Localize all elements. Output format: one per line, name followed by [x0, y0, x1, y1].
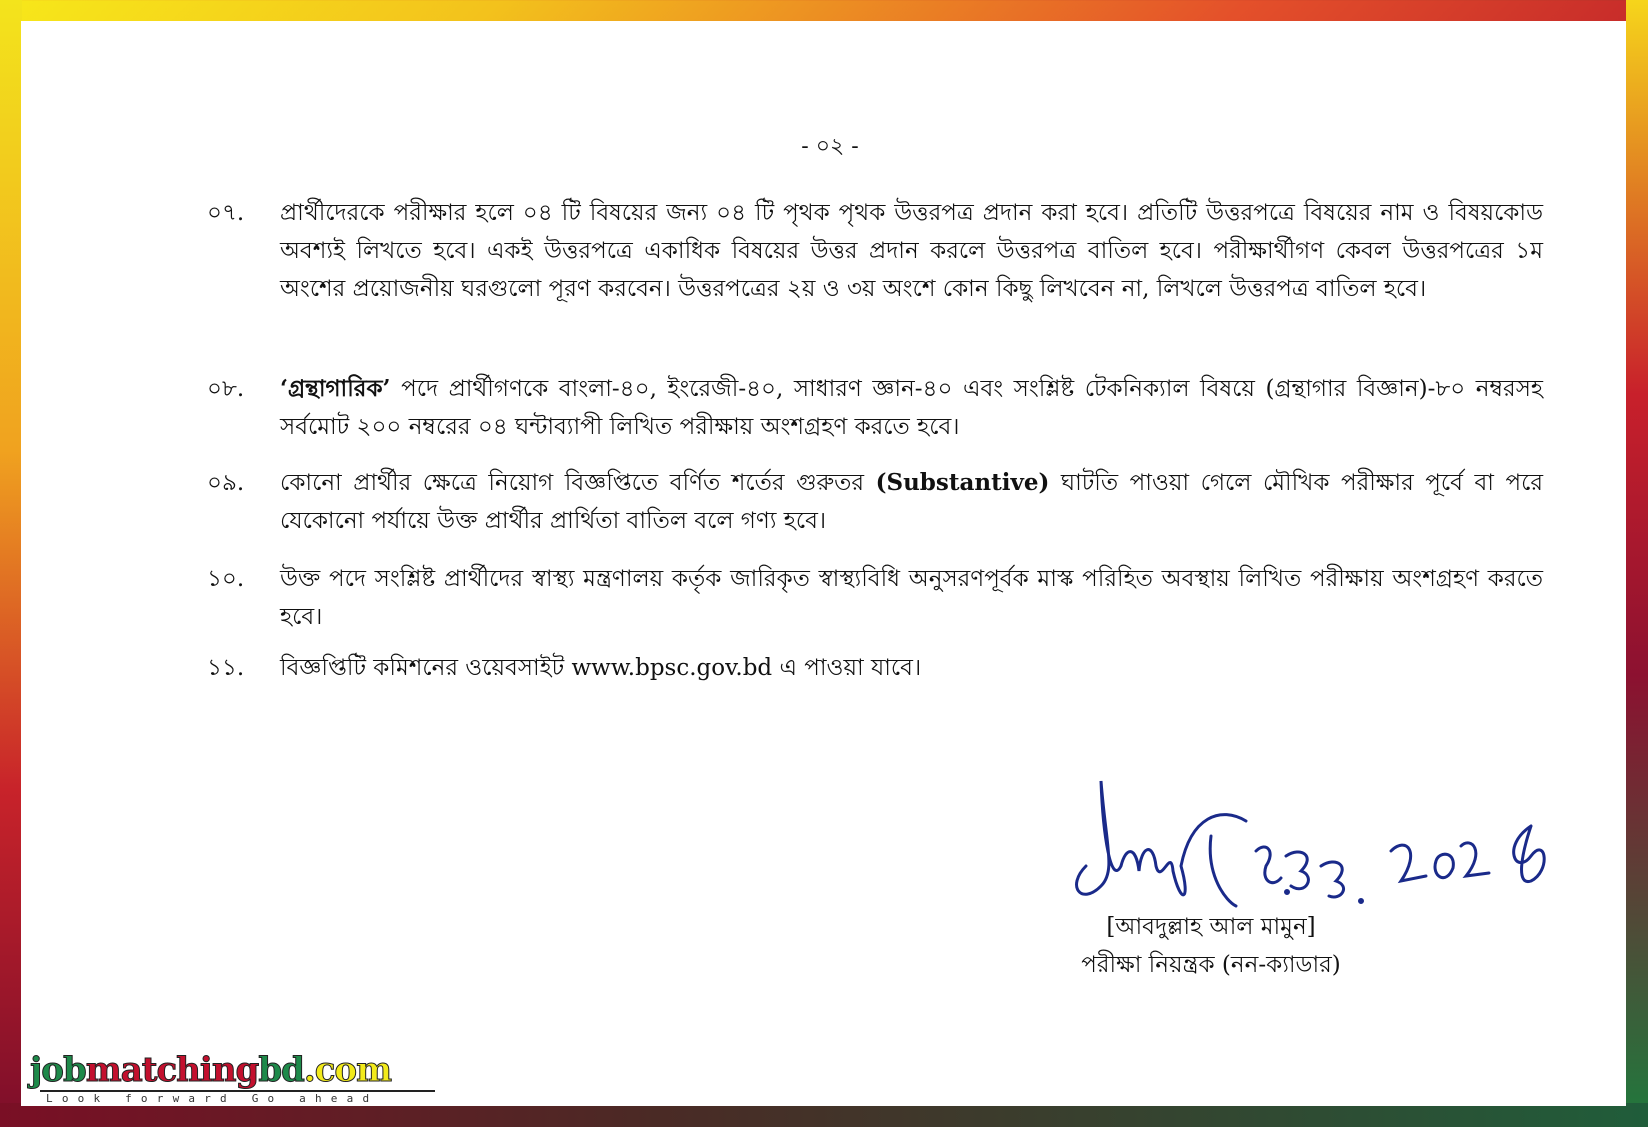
watermark-logo [30, 1050, 450, 1106]
signatory-name: [আবদুল্লাহ আল মামুন] [1106, 914, 1316, 940]
item-text: বিজ্ঞপ্তিটি কমিশনের ওয়েবসাইট www.bpsc.gov.bd এ পাওয়া যাবে। [280, 655, 922, 681]
item-number: ০৮. [207, 376, 245, 402]
logo-part: job [30, 1050, 86, 1090]
item-text: প্রার্থীদেরকে পরীক্ষার হলে ০৪ টি বিষয়ের জন্য ০৪ টি পৃথক পৃথক উত্তরপত্র প্রদান করা হবে। প্রতিটি উত্তরপত্রে বিষয়ের নাম ও বিষয়কোড অবশ্যই লিখতে হবে। একই উত্তরপত্রে একাধিক বিষয়ের উত্তর প্রদান করলে উত্তরপত্র বাতিল হবে। পরীক্ষার্থীগণ কেবল উত্তরপত্রের ১ম অংশের প্রয়োজনীয় ঘরগুলো পূরণ করবেন। উত্তরপত্রের ২য় ও ৩য় অংশে কোন কিছু লিখবেন না, লিখলে উত্তরপত্র বাতিল হবে। [280, 200, 1543, 302]
logo-wordmark [30, 1050, 450, 1090]
item-number: ১০. [207, 566, 245, 592]
logo-tagline: Look forward Go ahead [46, 1092, 379, 1105]
frame-right [1626, 0, 1648, 1127]
page-number: - ০২ - [801, 134, 859, 159]
handwritten-signature [1061, 776, 1601, 916]
item-text [280, 464, 1543, 540]
list-item-10 [207, 560, 1543, 636]
list-item-09 [207, 464, 1543, 540]
frame-bottom [0, 1103, 1648, 1127]
item-number: ০৭. [207, 200, 245, 226]
post-name: ‘গ্রন্থাগারিক’ [280, 375, 391, 402]
item-text-rest: ঘাটতি পাওয়া গেলে মৌখিক পরীক্ষার পূর্বে বা পরে যেকোনো পর্যায়ে উক্ত প্রার্থীর প্রার্থিতা বাতিল বলে গণ্য হবে। [280, 470, 1543, 534]
item-number: ০৯. [207, 470, 245, 496]
frame-left [0, 0, 22, 1127]
item-text [280, 370, 1543, 446]
logo-part: bd [258, 1050, 304, 1090]
signatory-designation: পরীক্ষা নিয়ন্ত্রক (নন-ক্যাডার) [1081, 952, 1341, 978]
list-item-11 [207, 649, 1543, 687]
logo-part: matching [85, 1050, 259, 1090]
item-text: উক্ত পদে সংশ্লিষ্ট প্রার্থীদের স্বাস্থ্য মন্ত্রণালয় কর্তৃক জারিকৃত স্বাস্থ্যবিধি অনুসরণপূর্বক মাস্ক পরিহিত অবস্থায় লিখিত পরীক্ষায় অংশগ্রহণ করতে হবে। [280, 566, 1543, 630]
logo-part: .com [303, 1050, 392, 1090]
item-text-rest: পদে প্রার্থীগণকে বাংলা-৪০, ইংরেজী-৪০, সাধারণ জ্ঞান-৪০ এবং সংশ্লিষ্ট টেকনিক্যাল বিষয়ে (গ্রন্থাগার বিজ্ঞান)-৮০ নম্বরসহ সর্বমোট ২০০ নম্বরের ০৪ ঘন্টাব্যাপী লিখিত পরীক্ষায় অংশগ্রহণ করতে হবে। [280, 376, 1543, 440]
list-item-07 [207, 194, 1543, 308]
item-text-pre: কোনো প্রার্থীর ক্ষেত্রে নিয়োগ বিজ্ঞপ্তিতে বর্ণিত শর্তের গুরুতর [280, 470, 876, 496]
substantive-term: (Substantive) [875, 469, 1050, 496]
list-item-08 [207, 370, 1543, 446]
document-page [21, 21, 1626, 1106]
item-number: ১১. [207, 655, 245, 681]
